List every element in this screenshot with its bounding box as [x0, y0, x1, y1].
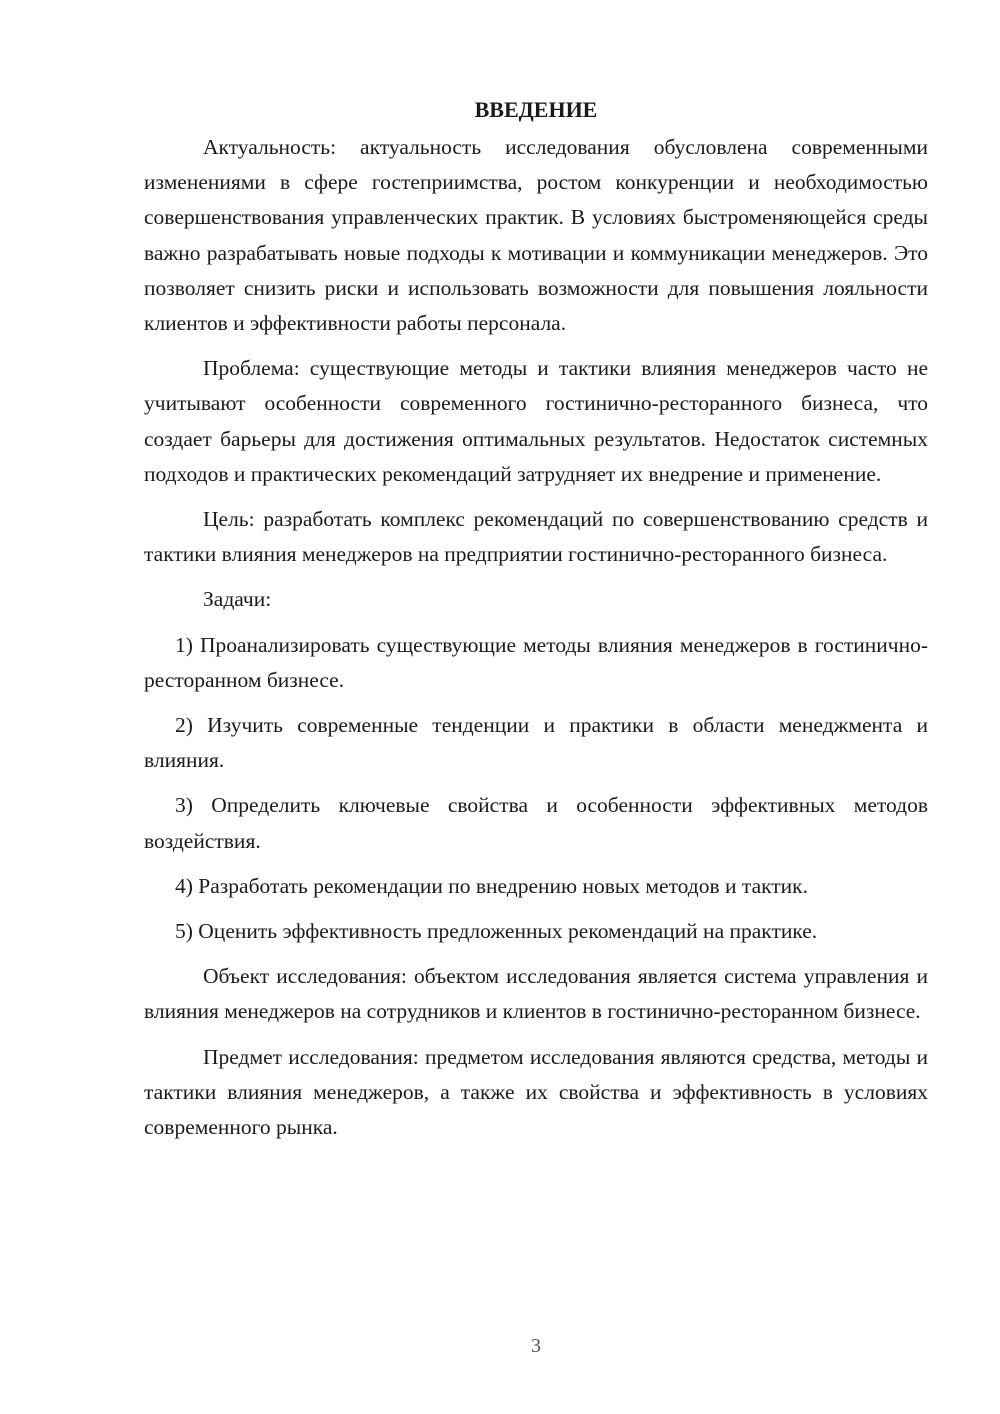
goal-paragraph: Цель: разработать комплекс рекомендаций по совершенствованию средств и тактики влияния менеджеров на предприятии гостинично-ресторанного бизнеса.: [144, 507, 928, 567]
task-item: 3) Определить ключевые свойства и особенности эффективных методов воздействия.: [144, 793, 928, 853]
section-title: ВВЕДЕНИЕ: [474, 97, 598, 122]
document-page: [144, 92, 928, 1155]
page-number: 3: [531, 1335, 541, 1357]
relevance-paragraph: Актуальность: актуальность исследования обусловлена современными изменениями в сфере гостеприимства, ростом конкуренции и необходимостью совершенствования управленческих практик. В условиях быстроменяющейся среды важно разрабатывать новые подходы к мотивации и коммуникации менеджеров. Это позволяет снизить риски и использовать возможности для повышения лояльности клиентов и эффективности работы персонала.: [144, 135, 928, 336]
task-item: 2) Изучить современные тенденции и практики в области менеджмента и влияния.: [144, 713, 928, 773]
problem-paragraph: Проблема: существующие методы и тактики влияния менеджеров часто не учитывают особенности современного гостинично-ресторанного бизнеса, что создает барьеры для достижения оптимальных результатов. Недостаток системных подходов и практических рекомендаций затрудняет их внедрение и применение.: [144, 356, 928, 486]
task-item: 1) Проанализировать существующие методы влияния менеджеров в гостинично-ресторанном бизнесе.: [144, 632, 928, 692]
object-paragraph: Объект исследования: объектом исследования является система управления и влияния менеджеров на сотрудников и клиентов в гостинично-ресторанном бизнесе.: [144, 964, 928, 1024]
task-item: 5) Оценить эффективность предложенных рекомендаций на практике.: [175, 919, 818, 944]
subject-paragraph: Предмет исследования: предметом исследования являются средства, методы и тактики влияния менеджеров, а также их свойства и эффективность в условиях современного рынка.: [144, 1044, 928, 1140]
tasks-label: Задачи:: [203, 587, 272, 612]
task-item: 4) Разработать рекомендации по внедрению новых методов и тактик.: [175, 873, 808, 898]
